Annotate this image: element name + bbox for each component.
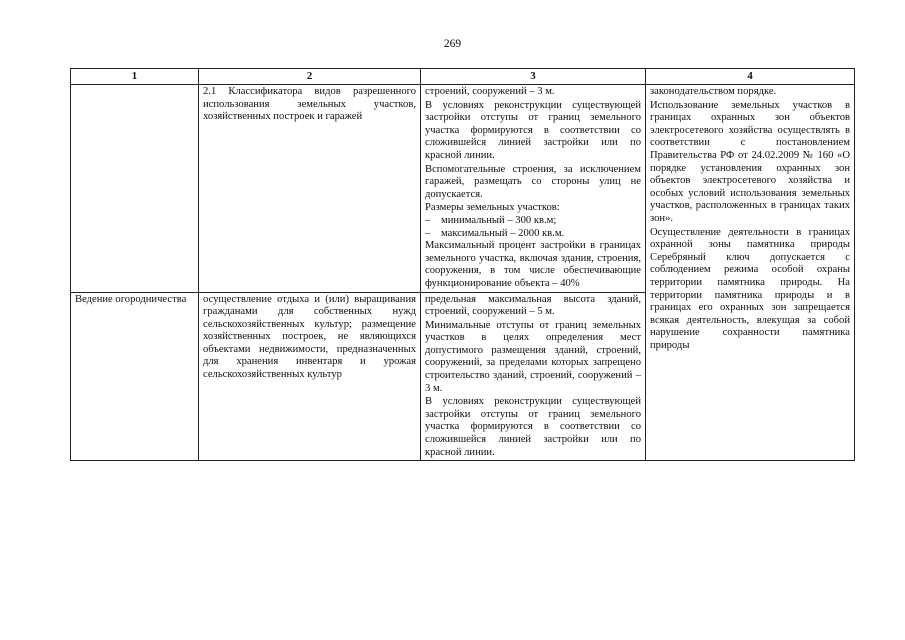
regulations-table — [70, 68, 855, 461]
list-item-text: максимальный – 2000 кв.м. — [441, 227, 565, 239]
paragraph: Максимальный процент застройки в границах земельного участка, включая здания, строения, сооружения, в том числе обеспечивающие функционирование объекта – 40% — [425, 240, 641, 289]
parameters-cell — [421, 85, 646, 293]
paragraph: осуществление отдыха и (или) выращивания гражданами для собственных нужд сельскохозяйственных культур; размещение хозяйственных построек, не являющихся объектами недвижимости, предназначенных для хранения инвентаря и урожая сельскохозяйственных культур — [203, 293, 416, 381]
page-number: 269 — [443, 38, 462, 50]
use-type-cell: Ведение огородничества — [71, 292, 199, 461]
paragraph: строений, сооружений – 3 м. — [425, 86, 555, 97]
paragraph: Минимальные отступы от границ земельных участков в целях определения мест допустимого размещения зданий, строений, сооружений, за пределами которых запрещено строительство зданий, строений, сооружений – 3 м. — [425, 319, 641, 394]
paragraph: Использование земельных участков в границах охранных зон объектов электросетевого хозяйства осуществлять в соответствии с постановлением Правительства РФ от 24.02.2009 № 160 «О порядке установления охранных зон объектов электросетевого хозяйства и особых условий использования земельных участков, расположенных в границах таких зон». — [650, 99, 850, 224]
paragraph: 2.1 Классификатора видов разрешенного использования земельных участков, хозяйственных построек и гаражей — [203, 86, 416, 123]
paragraph: предельная максимальная высота зданий, строений, сооружений – 5 м. — [425, 293, 641, 318]
parameters-cell — [421, 292, 646, 461]
column-header-3: 3 — [421, 69, 646, 85]
column-header-1: 1 — [71, 69, 199, 85]
paragraph: Осуществление деятельности в границах охранной зоны памятника природы Серебряный ключ допускается с соблюдением режима особой охраны территории памятника природы. На территории памятника природы и в границах его охранных зон запрещается всякая деятельность, влекущая за собой нарушение сохранности памятника природы — [650, 226, 850, 351]
list-item — [425, 228, 641, 241]
column-header-2: 2 — [199, 69, 421, 85]
use-description-cell — [199, 85, 421, 293]
paragraph: В условиях реконструкции существующей застройки отступы от границ земельного участка формируются в соответствии со сложившейся линией застройки или по красной линии. — [425, 99, 641, 161]
use-type-cell — [71, 85, 199, 293]
use-description-cell — [199, 292, 421, 461]
dash-bullet: – — [425, 214, 431, 226]
list-item-text: минимальный – 300 кв.м; — [441, 214, 557, 226]
restrictions-cell — [646, 85, 855, 461]
table-header-row — [71, 69, 855, 85]
paragraph: Размеры земельных участков: — [425, 202, 560, 214]
paragraph: В условиях реконструкции существующей застройки отступы от границ земельного участка формируются в соответствии со сложившейся линией застройки или по красной линии. — [425, 396, 641, 458]
paragraph: законодательством порядке. — [650, 86, 777, 97]
column-header-4: 4 — [646, 69, 855, 85]
list-item — [425, 215, 641, 228]
dash-bullet: – — [425, 227, 431, 239]
paragraph: Вспомогательные строения, за исключением гаражей, размещать со стороны улиц не допускается. — [425, 163, 641, 200]
table-row — [71, 85, 855, 293]
